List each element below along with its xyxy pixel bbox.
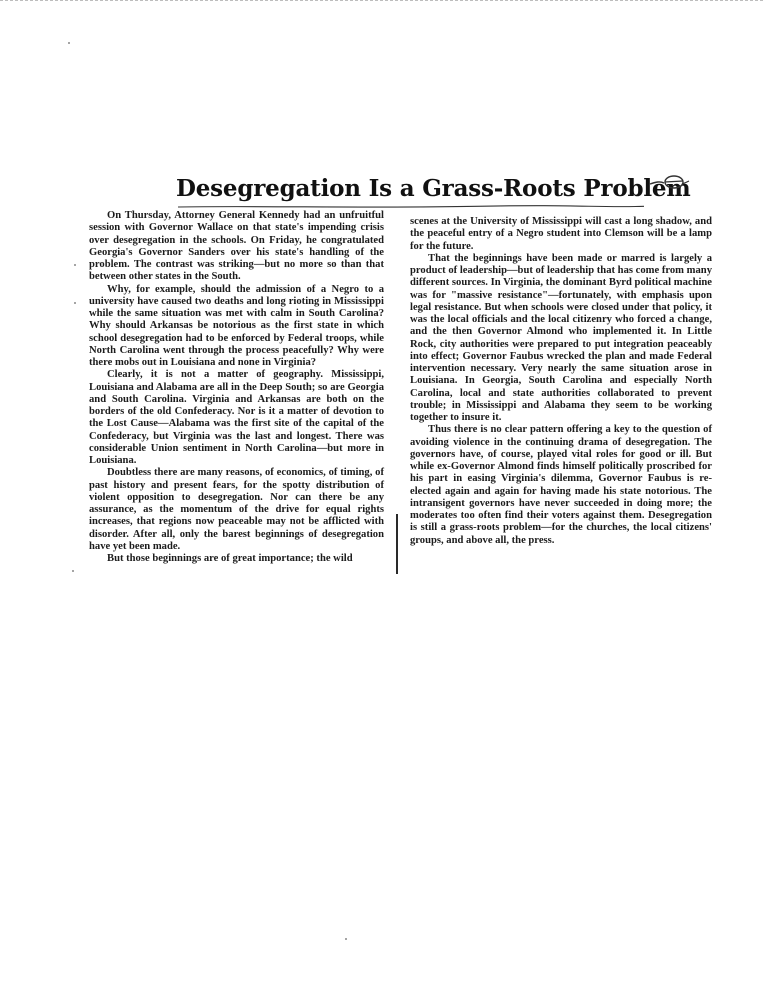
handwritten-mark-icon: [648, 172, 690, 194]
paragraph: But those beginnings are of great importance; the wild: [107, 553, 353, 564]
page-top-border: [0, 0, 763, 1]
paragraph: Doubtless there are many reasons, of economics, of timing, of past history and present fears, for the spotty distribution of violent opposition to desegregation. Nor can there be any assurance, as the momentum of the drive for equal rights increases, that regions now peaceable may not be afflicted with disorder. After all, only the barest beginnings of desegregation have yet been made.: [89, 467, 384, 552]
scan-speck: [68, 42, 70, 44]
paragraph: scenes at the University of Mississippi will cast a long shadow, and the peaceful entry of a Negro student into Clemson will be a lamp for the future.: [410, 216, 712, 252]
paragraph: Why, for example, should the admission of a Negro to a university have caused two deaths and long rioting in Mississippi while the same situation was met with calm in South Carolina? Why should Arkansas be notorious as the first state in which school desegregation had to be enforced by Federal troops, while North Carolina went through the process peacefully? Why were there mobs out in Louisiana and none in Virginia?: [89, 283, 384, 368]
article-column-left: [89, 210, 384, 565]
paragraph: That the beginnings have been made or marred is largely a product of leadership—but of leadership that has come from many different sources. In Virginia, the dominant Byrd political machine was for "massive resistance"—fortunately, with emphasis upon legal resistance. But when schools were closed under that policy, it was the local officials and the local citizenry who forced a change, and the then Governor Almond who implemented it. In Little Rock, city authorities were prepared to put integration peaceably into effect; Governor Faubus wrecked the plan and made Federal intervention necessary. Very nearly the same situation arose in Louisiana. In Georgia, South Carolina and especially North Carolina, local and state authorities collaborated to prevent trouble; in Mississippi and Alabama they seem to be working together to insure it.: [410, 252, 712, 423]
paragraph: On Thursday, Attorney General Kennedy had an unfruitful session with Governor Wallace on that state's impending crisis over desegregation in the schools. On Friday, he congratulated Georgia's Governor Sanders over his state's handling of the problem. The contrast was striking—but no more so than that between other states in the South.: [89, 210, 384, 283]
scan-speck: [345, 938, 347, 940]
margin-mark: [396, 514, 398, 574]
scan-speck: [74, 264, 76, 266]
article-headline: Desegregation Is a Grass-Roots Problem: [176, 175, 691, 202]
paragraph: Clearly, it is not a matter of geography. Mississippi, Louisiana and Alabama are all in the Deep South; so are Georgia and South Carolina. Virginia and Arkansas are both on the borders of the old Confederacy. Nor is it a matter of devotion to the Lost Cause—Alabama was the first site of the capital of the Confederacy, but Virginia was the last and longest. There was considerable Union sentiment in North Carolina—but more in Louisiana.: [89, 369, 384, 466]
article-column-right: [410, 216, 712, 547]
scan-speck: [74, 302, 76, 304]
paragraph: Thus there is no clear pattern offering a key to the question of avoiding violence in the continuing drama of desegregation. The governors have, of course, played vital roles for good or ill. But while ex-Governor Almond finds himself politically proscribed for his part in easing Virginia's dilemma, Governor Faubus is re-elected again and again for having made his state notorious. The intransigent governors have never succeeded in doing more; the moderates too often find their voters against them. Desegregation is still a grass-roots problem—for the churches, the local citizens' groups, and above all, the press.: [410, 424, 712, 546]
headline-underline: [176, 205, 646, 209]
scan-speck: [72, 570, 74, 572]
